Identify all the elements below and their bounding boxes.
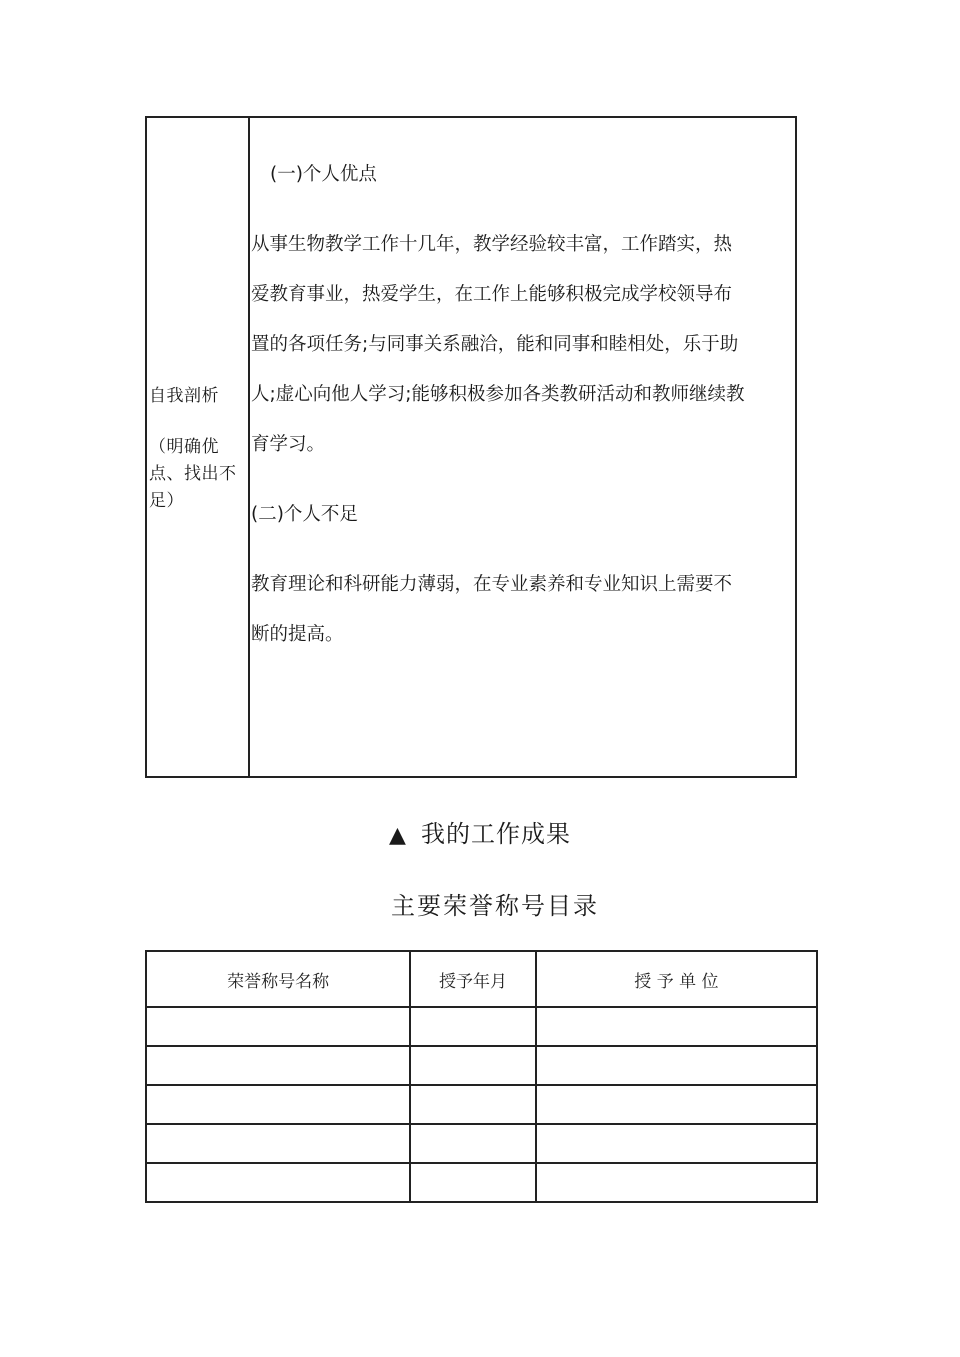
award-date-cell[interactable] bbox=[410, 1124, 536, 1163]
award-unit-cell[interactable] bbox=[536, 1007, 817, 1046]
triangle-icon: ▲ bbox=[389, 823, 407, 848]
section-heading bbox=[0, 814, 960, 849]
strengths-line: 从事生物教学工作十几年，教学经验较丰富，工作踏实，热 bbox=[251, 234, 733, 255]
award-date-cell[interactable] bbox=[410, 1046, 536, 1085]
award-unit-cell[interactable] bbox=[536, 1085, 817, 1124]
table-row bbox=[146, 1046, 817, 1085]
column-header-award-unit: 授 予 单 位 bbox=[536, 951, 817, 1007]
strengths-line: 置的各项任务;与同事关系融洽，能和同事和睦相处，乐于助 bbox=[251, 334, 739, 355]
self-analysis-label-note: （明确优点、找出不足） bbox=[149, 437, 237, 511]
award-unit-cell[interactable] bbox=[536, 1046, 817, 1085]
strengths-line: 人;虚心向他人学习;能够积极参加各类教研活动和教师继续教 bbox=[251, 384, 745, 405]
honor-name-cell[interactable] bbox=[146, 1085, 410, 1124]
honors-table bbox=[145, 950, 818, 1203]
weaknesses-line: 断的提高。 bbox=[251, 624, 344, 645]
weaknesses-line: 教育理论和科研能力薄弱，在专业素养和专业知识上需要不 bbox=[251, 574, 733, 595]
award-date-cell[interactable] bbox=[410, 1085, 536, 1124]
honor-name-cell[interactable] bbox=[146, 1124, 410, 1163]
self-analysis-content-cell bbox=[250, 118, 795, 776]
award-date-cell[interactable] bbox=[410, 1163, 536, 1202]
self-analysis-table bbox=[145, 116, 797, 778]
weaknesses-heading: (二)个人不足 bbox=[251, 504, 358, 525]
strengths-heading: (一)个人优点 bbox=[270, 164, 377, 185]
honors-title: 主要荣誉称号目录 bbox=[391, 892, 599, 920]
column-header-award-date: 授予年月 bbox=[410, 951, 536, 1007]
award-unit-cell[interactable] bbox=[536, 1124, 817, 1163]
strengths-line: 育学习。 bbox=[251, 434, 326, 455]
honors-header-row bbox=[146, 951, 817, 1007]
section-title: 我的工作成果 bbox=[420, 820, 571, 848]
table-row bbox=[146, 1085, 817, 1124]
self-analysis-label-cell bbox=[147, 118, 250, 776]
table-row bbox=[146, 1163, 817, 1202]
award-unit-cell[interactable] bbox=[536, 1163, 817, 1202]
self-analysis-label: 自我剖析 bbox=[149, 386, 219, 406]
honor-name-cell[interactable] bbox=[146, 1046, 410, 1085]
honor-name-cell[interactable] bbox=[146, 1007, 410, 1046]
award-date-cell[interactable] bbox=[410, 1007, 536, 1046]
table-row bbox=[146, 1124, 817, 1163]
column-header-honor-name: 荣誉称号名称 bbox=[146, 951, 410, 1007]
table-row bbox=[146, 1007, 817, 1046]
honor-name-cell[interactable] bbox=[146, 1163, 410, 1202]
strengths-line: 爱教育事业，热爱学生，在工作上能够积极完成学校领导布 bbox=[251, 284, 733, 305]
